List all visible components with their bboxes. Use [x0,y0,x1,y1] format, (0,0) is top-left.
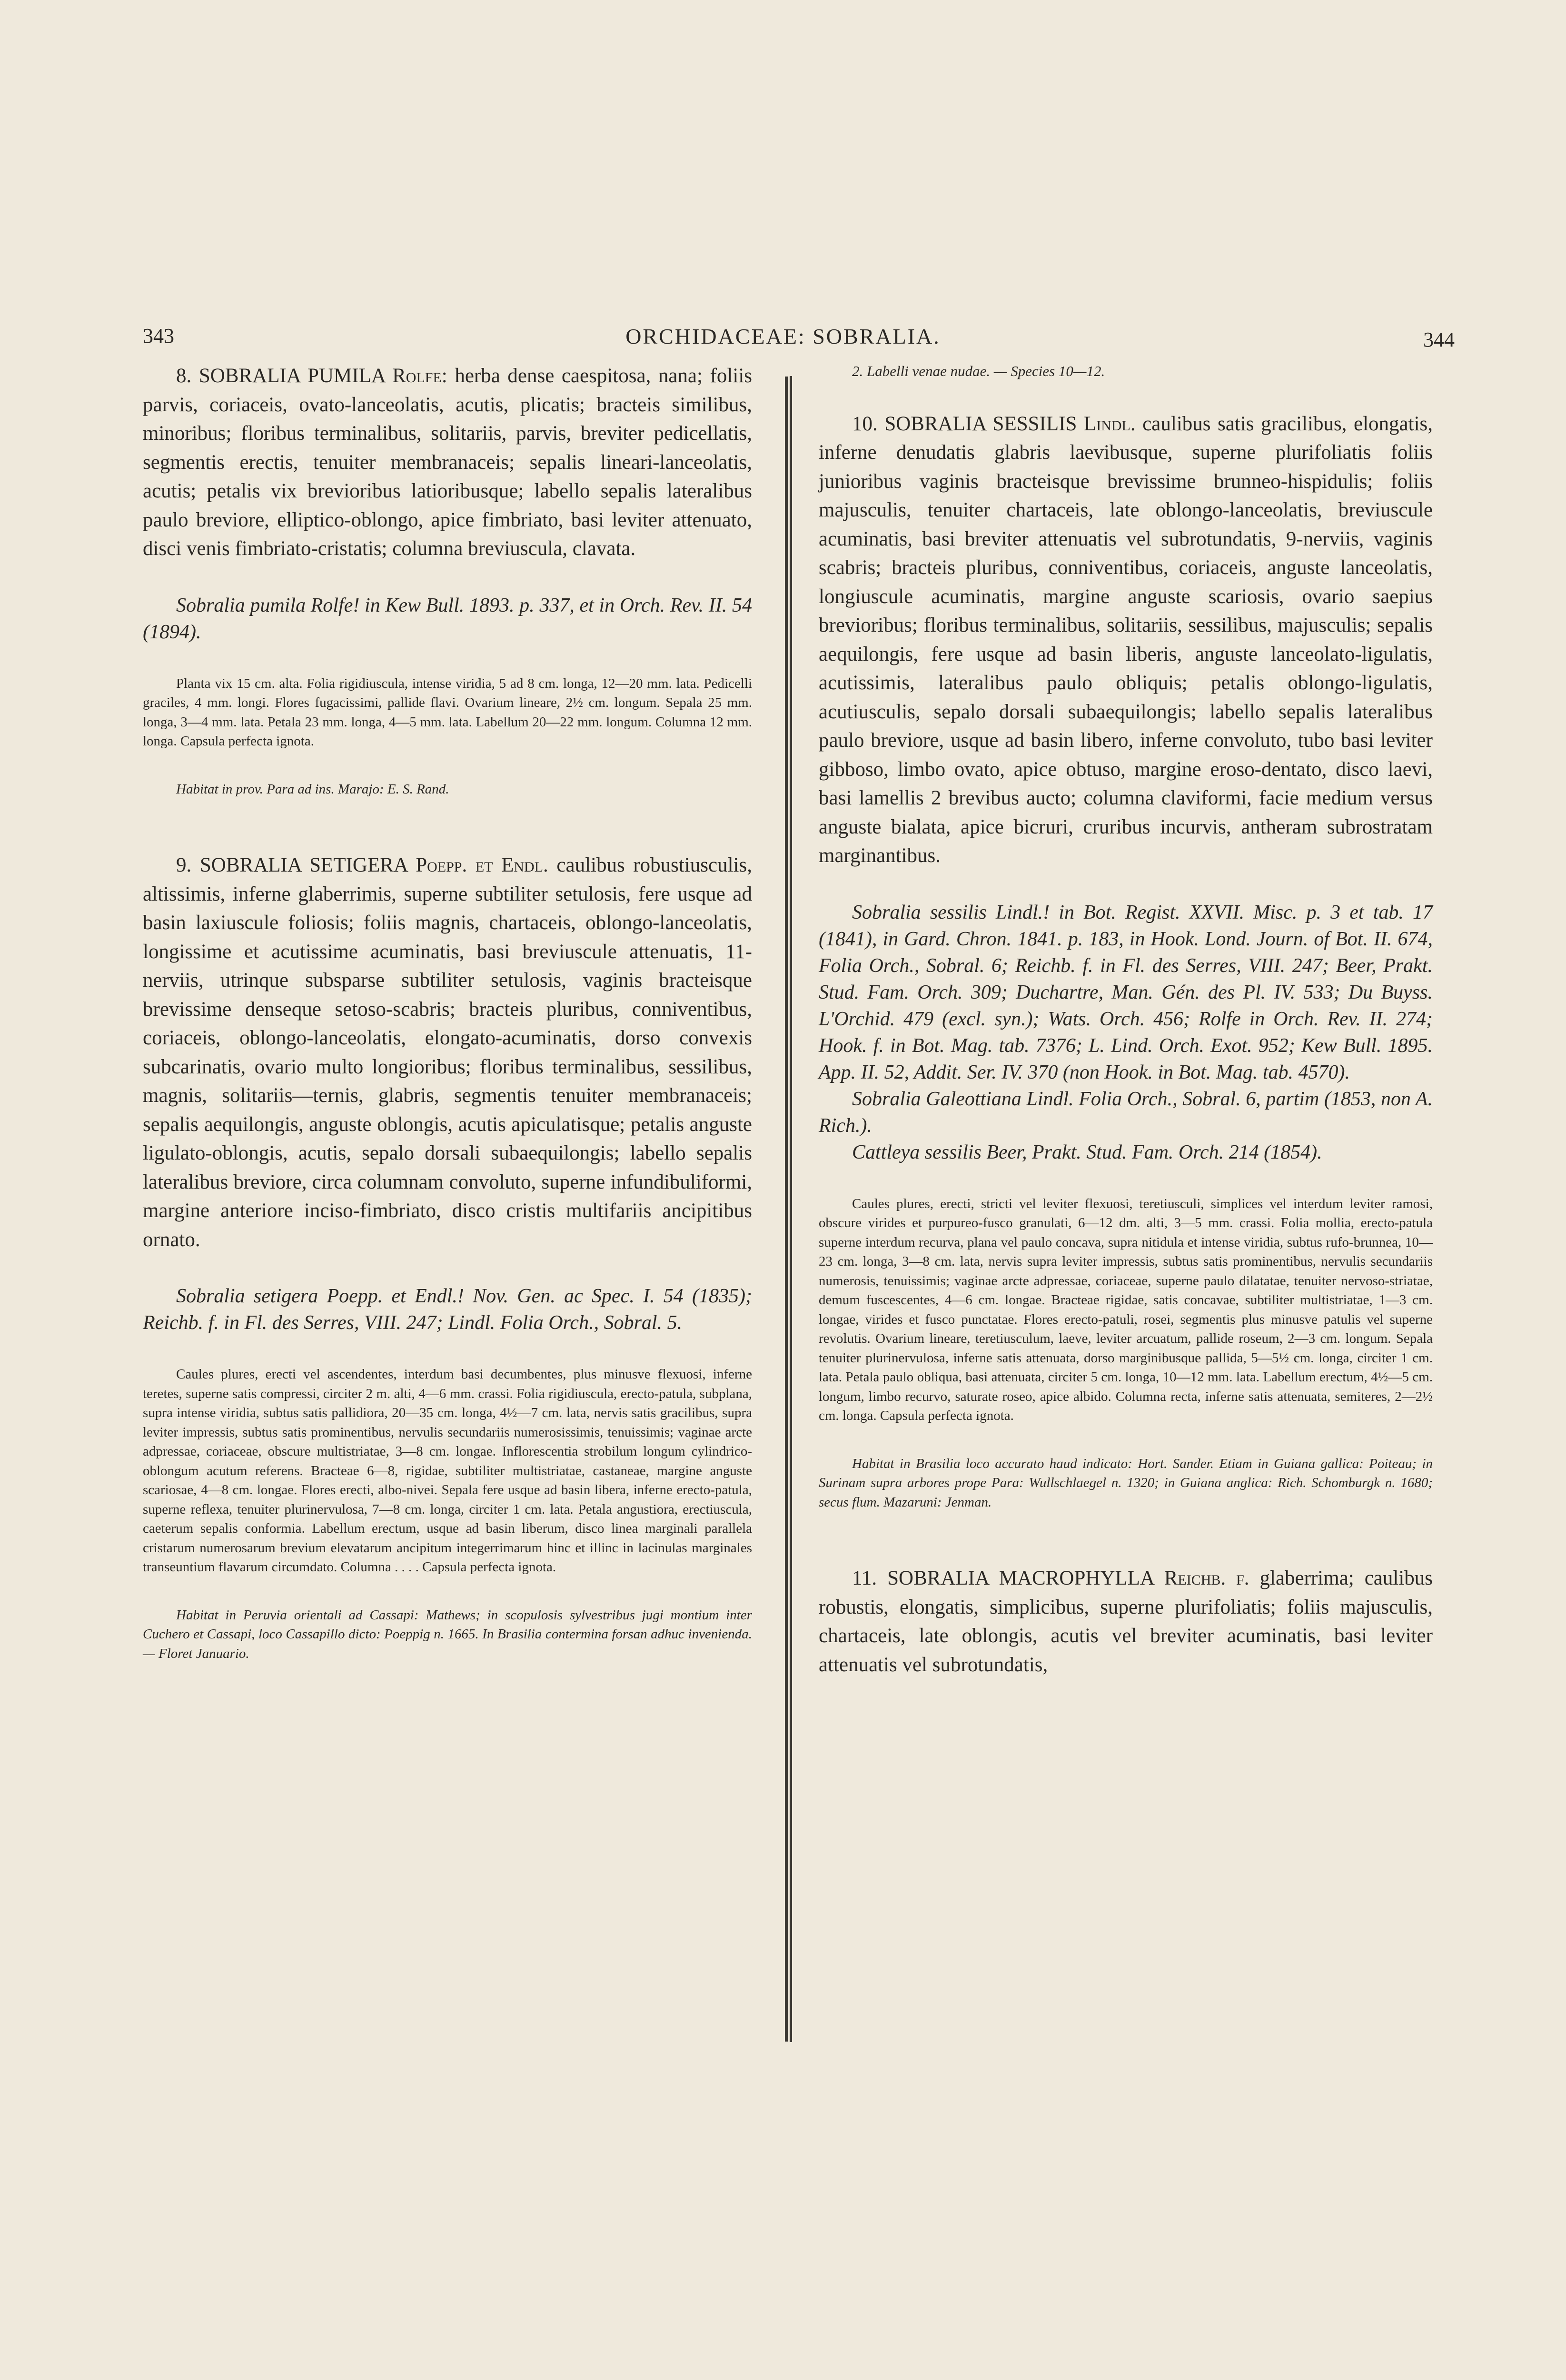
species-10 [819,410,1433,1512]
species-11-author: Reichb. f. [1164,1567,1249,1589]
section-note: 2. Labelli venae nudae. — Species 10—12. [852,363,1105,379]
species-9-description: 9. SOBRALIA SETIGERA Poepp. et Endl. caulibus robustiusculis, altissimis, inferne glaberrimis, superne subtiliter setulosis, fere usque ad basin laxiuscule foliosis; foliis magnis, chartaceis, oblongo-lanceolatis, longissime et acutissime acuminatis, basi breviuscule attenuatis, 11-nerviis, utrinque subsparse subtiliter setulosis, vaginis bracteisque brevissime denseque setoso-scabris; bracteis pluribus, conniventibus, coriaceis, oblongo-lanceolatis, elongato-acuminatis, dorso convexis subcarinatis, ovario multo longioribus; floribus terminalibus, sessilibus, magnis, solitariis—ternis, glabris, segmentis tenuiter membranaceis; sepalis aequilongis, anguste oblongis, acutis apiculatisque; petalis anguste ligulato-oblongis, acutis, sepalo dorsali subaequilongis; labello sepalis lateralibus breviore, circa columnam convoluto, superne infundibuliformi, margine anteriore inciso-fimbriato, disco cristis multifariis ancipitibus ornato. [143,854,752,1251]
left-column [143,362,752,1663]
page-number-right: 344 [1423,328,1455,351]
species-10-name: SOBRALIA SESSILIS [884,412,1084,435]
column-divider [788,376,792,2042]
species-8-notes: Planta vix 15 cm. alta. Folia rigidiuscula, intense viridia, 5 ad 8 cm. longa, 12—20 mm. lata. Pedicelli graciles, 4 mm. longi. Flores fugacissimi, pallide flavi. Ovarium lineare, 2½ cm. longum. Sepala 25 mm. longa, 3—4 mm. lata. Petala 23 mm. longa, 4—5 mm. lata. Labellum 20—22 mm. longum. Columna 12 mm. longa. Capsula perfecta ignota. [143,675,752,749]
species-10-citation-2: Sobralia Galeottiana Lindl. Folia Orch., Sobral. 6, partim (1853, non A. Rich.). [819,1088,1433,1137]
species-9-author: Poepp. et Endl. [416,854,548,876]
species-10-citation-3: Cattleya sessilis Beer, Prakt. Stud. Fam. Orch. 214 (1854). [852,1141,1322,1163]
running-title: ORCHIDACEAE: SOBRALIA. [625,324,941,348]
species-8 [143,362,752,799]
species-9-notes: Caules plures, erecti vel ascendentes, interdum basi decumbentes, plus minusve flexuosi, inferne teretes, superne satis compressi, circiter 2 m. alti, 4—6 mm. crassi. Folia rigidiuscula, erecto-patula, subplana, supra intense viridia, subtus satis pallidiora, 20—35 cm. longa, 4½—7 cm. lata, nervis satis gracilibus, supra leviter impressis, subtus satis prominentibus, nervulis secundariis numerosissimis, tenuissimis; vaginae arcte adpressae, coriaceae, obscure multistriatae, 3—8 cm. longae. Inflorescentia strobilum longum cylindrico-oblongum acutum referens. Bracteae 6—8, rigidae, subtiliter multistriatae, castaneae, margine anguste scariosae, 4—8 cm. longae. Flores erecti, albo-nivei. Sepala fere usque ad basin libera, inferne erecto-patula, superne reflexa, tenuiter plurinervulosa, 7—8 cm. longa, circiter 1 cm. lata. Petala angustiora, erectiuscula, caeterum sepalis conformia. Labellum erectum, usque ad basin liberum, disco linea marginali parallela cristarum numerosarum brevium elevatarum ancipitum integerrimarum hinc et illinc in lacinulas marginales transeuntium flavarum circumdato. Columna . . . . Capsula perfecta ignota. [143,1367,752,1575]
species-10-description: 10. SOBRALIA SESSILIS Lindl. caulibus satis gracilibus, elongatis, inferne denudatis glabris laevibusque, superne plurifoliatis foliis junioribus vaginis bracteisque brevissime brunneo-hispidulis; foliis majusculis, tenuiter chartaceis, late oblongo-lanceolatis, breviuscule acuminatis, basi breviter attenuatis vel subrotundatis, 9-nerviis, vaginis scabris; bracteis pluribus, conniventibus, coriaceis, anguste lanceolatis, longiuscule acuminatis, margine anguste scariosis, ovario saepius brevioribus; floribus terminalibus, solitariis, sessilibus, majusculis; sepalis aequilongis, fere usque ad basin liberis, anguste lanceolato-ligulatis, acutissimis, lateralibus paulo obliquis; petalis oblongo-ligulatis, acutiusculis, sepalo dorsali subaequilongis; labello sepalis lateralibus paulo breviore, usque ad basin libero, inferne convoluto, tubo basi leviter gibboso, limbo ovato, apice obtuso, margine eroso-dentato, disco laevi, basi lamellis 2 brevibus aucto; columna claviformi, facie medium versus anguste bialata, apice bicruri, cruribus incurvis, antheram subrostratam marginantibus. [819,412,1433,867]
species-9-name: SOBRALIA SETIGERA [199,854,416,876]
species-10-author: Lindl. [1083,412,1136,435]
species-8-name: SOBRALIA PUMILA [198,365,393,387]
species-8-habitat: Habitat in prov. Para ad ins. Marajo: E. S. Rand. [176,781,449,797]
species-10-notes: Caules plures, erecti, stricti vel leviter flexuosi, teretiusculi, simplices vel interdum leviter ramosi, obscure virides et purpureo-fusco granulati, 6—12 dm. alti, 3—5 mm. crassi. Folia mollia, erecto-patula superne interdum recurva, plana vel paulo concava, supra nitidula et intense viridia, subtus rufo-brunnea, 10—23 cm. longa, 3—8 cm. lata, nervis supra leviter impressis, subtus satis prominentibus, nervulis secundariis numerosis, tenuissimis; vaginae arcte adpressae, coriaceae, superne paulo dilatatae, tenuiter nervoso-striatae, demum fuscescentes, 4—6 cm. longae. Bracteae rigidae, satis concavae, subtiliter multistriatae, 1—3 cm. longae, virides et fusco punctatae. Flores erecto-patuli, rosei, segmentis plus minusve patulis vel superne revolutis. Ovarium lineare, teretiusculum, laeve, leviter arcuatum, pallide roseum, 2—3 cm. longum. Sepala tenuiter plurinervulosa, inferne satis attenuata, dorso marginibusque pallida, 5—5½ cm. longa, circiter 1 cm. lata. Petala paulo obliqua, basi attenuata, circiter 5 cm. longa, 10—12 mm. lata. Labellum erectum, 4½—5 cm. longum, limbo recurvo, saturate roseo, apice albido. Columna recta, inferne satis attenuata, semiteres, 2—2½ cm. longa. Capsula perfecta ignota. [819,1196,1433,1423]
species-8-author: Rolfe [392,365,442,387]
species-9-habitat: Habitat in Peruvia orientali ad Cassapi: Mathews; in scopulosis sylvestribus jugi montium inter Cuchero et Cassapi, loco Cassapillo dicto: Poeppig n. 1665. In Brasilia contermina forsan adhuc invenienda. — Floret Januario. [143,1607,752,1661]
species-11-description: 11. SOBRALIA MACROPHYLLA Reichb. f. glaberrima; caulibus robustis, elongatis, simplicibus, superne plurifoliatis; foliis majusculis, chartaceis, late oblongis, acutis vel breviter acuminatis, basi leviter attenuatis vel subrotundatis, [819,1567,1433,1676]
page-number-left: 343 [143,324,174,347]
species-9-citation: Sobralia setigera Poepp. et Endl.! Nov. Gen. ac Spec. I. 54 (1835); Reichb. f. in Fl. des Serres, VIII. 247; Lindl. Folia Orch., Sobral. 5. [143,1285,752,1334]
species-9 [143,851,752,1663]
species-8-description: 8. SOBRALIA PUMILA Rolfe: herba dense caespitosa, nana; foliis parvis, coriaceis, ovato-lanceolatis, acutis, plicatis; bracteis similibus, minoribus; floribus terminalibus, solitariis, parvis, breviter pedicellatis, segmentis erectis, tenuiter membranaceis; sepalis lineari-lanceolatis, acutis; petalis vix brevioribus latioribusque; labello sepalis lateralibus paulo breviore, elliptico-oblongo, apice fimbriato, basi leviter attenuato, disci venis fimbriato-cristatis; columna breviuscula, clavata. [143,365,752,560]
species-11 [819,1564,1433,1679]
species-11-name: SOBRALIA MACROPHYLLA [887,1567,1164,1589]
species-8-citation: Sobralia pumila Rolfe! in Kew Bull. 1893. p. 337, et in Orch. Rev. II. 54 (1894). [143,594,752,643]
species-10-habitat: Habitat in Brasilia loco accurato haud indicato: Hort. Sander. Etiam in Guiana gallica: Poiteau; in Surinam supra arbores prope Para: Wullschlaegel n. 1320; in Guiana anglica: Rich. Schomburgk n. 1680; secus flum. Mazaruni: Jenman. [819,1456,1433,1510]
right-column [819,362,1433,1679]
species-10-citation-1: Sobralia sessilis Lindl.! in Bot. Regist. XXVII. Misc. p. 3 et tab. 17 (1841), in Gard. Chron. 1841. p. 183, in Hook. Lond. Journ. of Bot. II. 674, Folia Orch., Sobral. 6; Reichb. f. in Fl. des Serres, VIII. 247; Beer, Prakt. Stud. Fam. Orch. 309; Duchartre, Man. Gén. des Pl. IV. 533; Du Buyss. L'Orchid. 479 (excl. syn.); Wats. Orch. 456; Rolfe in Orch. Rev. II. 274; Hook. f. in Bot. Mag. tab. 7376; L. Lind. Orch. Exot. 952; Kew Bull. 1895. App. II. 52, Addit. Ser. IV. 370 (non Hook. in Bot. Mag. tab. 4570). [819,901,1433,1083]
